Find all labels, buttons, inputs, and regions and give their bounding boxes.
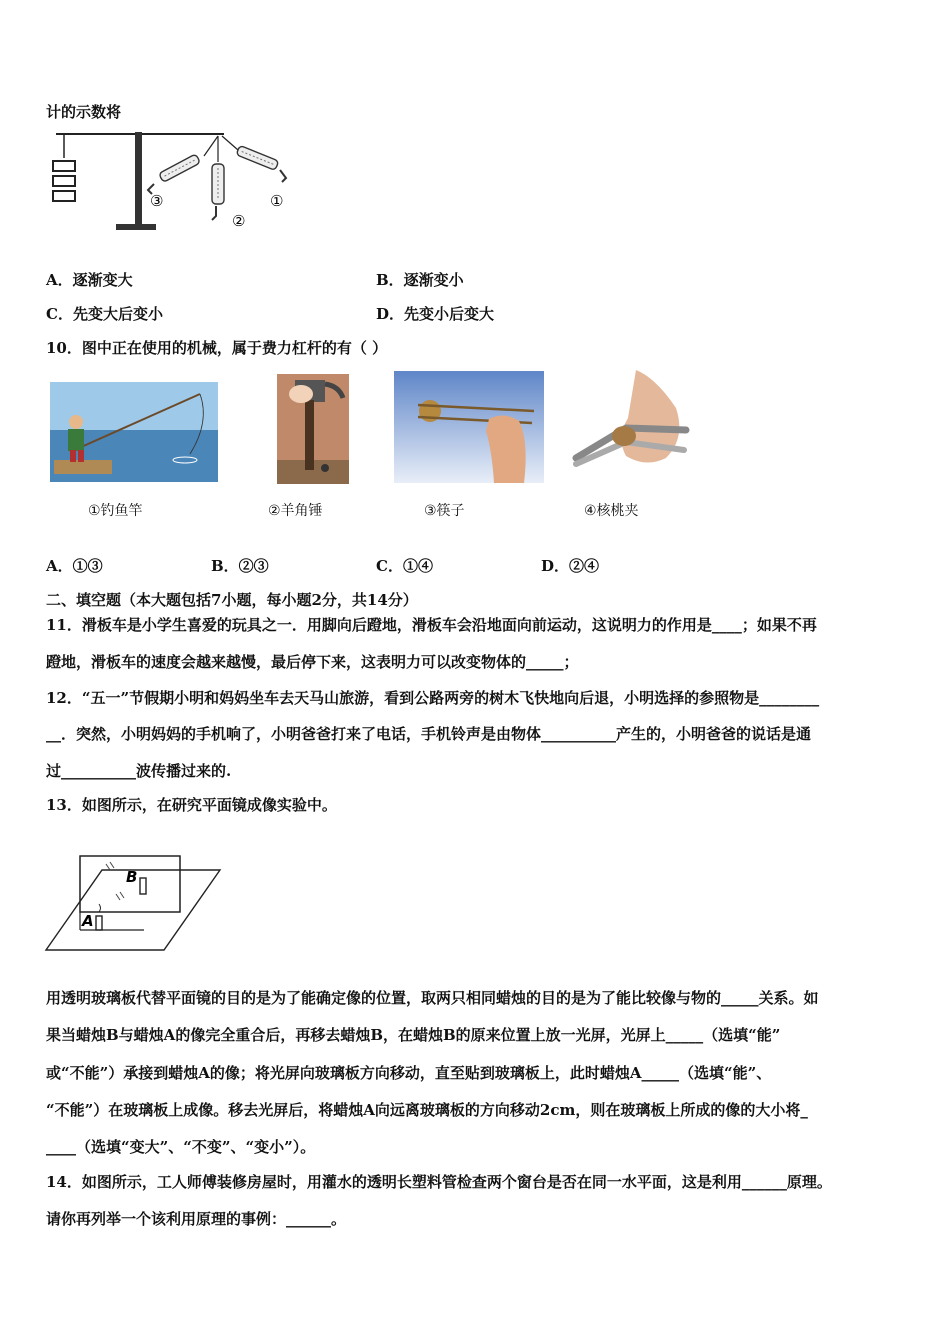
label-a: A <box>82 912 94 930</box>
label-3: ③ <box>150 192 164 210</box>
caption-claw-hammer: ②羊角锤 <box>268 503 323 519</box>
section-2-heading: 二、填空题（本大题包括7小题，每小题2分，共14分） <box>46 591 418 609</box>
caption-nutcracker: ④核桃夹 <box>584 503 639 519</box>
q12-line-2: __．突然，小明妈妈的手机响了，小明爸爸打来了电话，手机铃声是由物体__________产生的，小明爸爸的说话是通 <box>46 725 812 743</box>
lever-spring-scale-figure <box>46 128 296 236</box>
q10-stem: 10．图中正在使用的机械，属于费力杠杆的有（ ） <box>46 339 388 357</box>
q9-option-d[interactable]: D．先变小后变大 <box>376 305 495 323</box>
q9-option-a[interactable]: A．逐渐变大 <box>46 271 133 289</box>
q10-option-a[interactable]: A．①③ <box>46 557 103 575</box>
q13-line-5: ____（选填“变大”、“不变”、“变小”）。 <box>46 1138 316 1156</box>
q11-line-2: 蹬地，滑板车的速度会越来越慢，最后停下来，这表明力可以改变物体的_____； <box>46 653 579 671</box>
label-1: ① <box>270 192 284 210</box>
q13-line-2: 果当蜡烛B与蜡烛A的像完全重合后，再移去蜡烛B，在蜡烛B的原来位置上放一光屏，光屏上_____（选填“能” <box>46 1026 781 1044</box>
caption-fishing-rod: ①钓鱼竿 <box>88 503 143 519</box>
q10-option-c[interactable]: C．①④ <box>376 557 433 575</box>
q13-line-4: “不能”）在玻璃板上成像。移去光屏后，将蜡烛A向远离玻璃板的方向移动2cm，则在玻璃板上所成的像的大小将_ <box>46 1101 808 1119</box>
label-b: B <box>126 868 138 886</box>
q12-line-3: 过__________波传播过来的. <box>46 762 232 780</box>
q12-line-1: 12．“五一”节假期小明和妈妈坐车去天马山旅游，看到公路两旁的树木飞快地向后退，小明选择的参照物是________ <box>46 689 820 707</box>
q9-option-c[interactable]: C．先变大后变小 <box>46 305 163 323</box>
claw-hammer-image <box>277 374 349 484</box>
q13-stem: 13．如图所示，在研究平面镜成像实验中。 <box>46 796 337 814</box>
q11-line-1: 11．滑板车是小学生喜爱的玩具之一．用脚向后蹬地，滑板车会沿地面向前运动，这说明力的作用是____；如果不再 <box>46 616 817 634</box>
q14-line-1: 14．如图所示，工人师傅装修房屋时，用灌水的透明长塑料管检查两个窗台是否在同一水平面，这是利用______原理。 <box>46 1173 832 1191</box>
fishing-rod-image <box>50 382 218 482</box>
q13-line-3: 或“不能”）承接到蜡烛A的像；将光屏向玻璃板方向移动，直至贴到玻璃板上，此时蜡烛A_____（选填“能”、 <box>46 1064 772 1082</box>
q10-option-d[interactable]: D．②④ <box>541 557 600 575</box>
top-line: 计的示数将 <box>46 103 122 121</box>
caption-chopsticks: ③筷子 <box>424 503 465 519</box>
q14-line-2: 请你再列举一个该利用原理的事例：______。 <box>46 1210 347 1228</box>
nutcracker-image <box>566 368 696 478</box>
q9-option-b[interactable]: B．逐渐变小 <box>376 271 464 289</box>
q10-option-b[interactable]: B．②③ <box>211 557 269 575</box>
plane-mirror-figure <box>44 850 224 954</box>
q13-line-1: 用透明玻璃板代替平面镜的目的是为了能确定像的位置，取两只相同蜡烛的目的是为了能比较像与物的_____关系。如 <box>46 989 819 1007</box>
label-2: ② <box>232 212 246 230</box>
chopsticks-image <box>394 371 544 483</box>
